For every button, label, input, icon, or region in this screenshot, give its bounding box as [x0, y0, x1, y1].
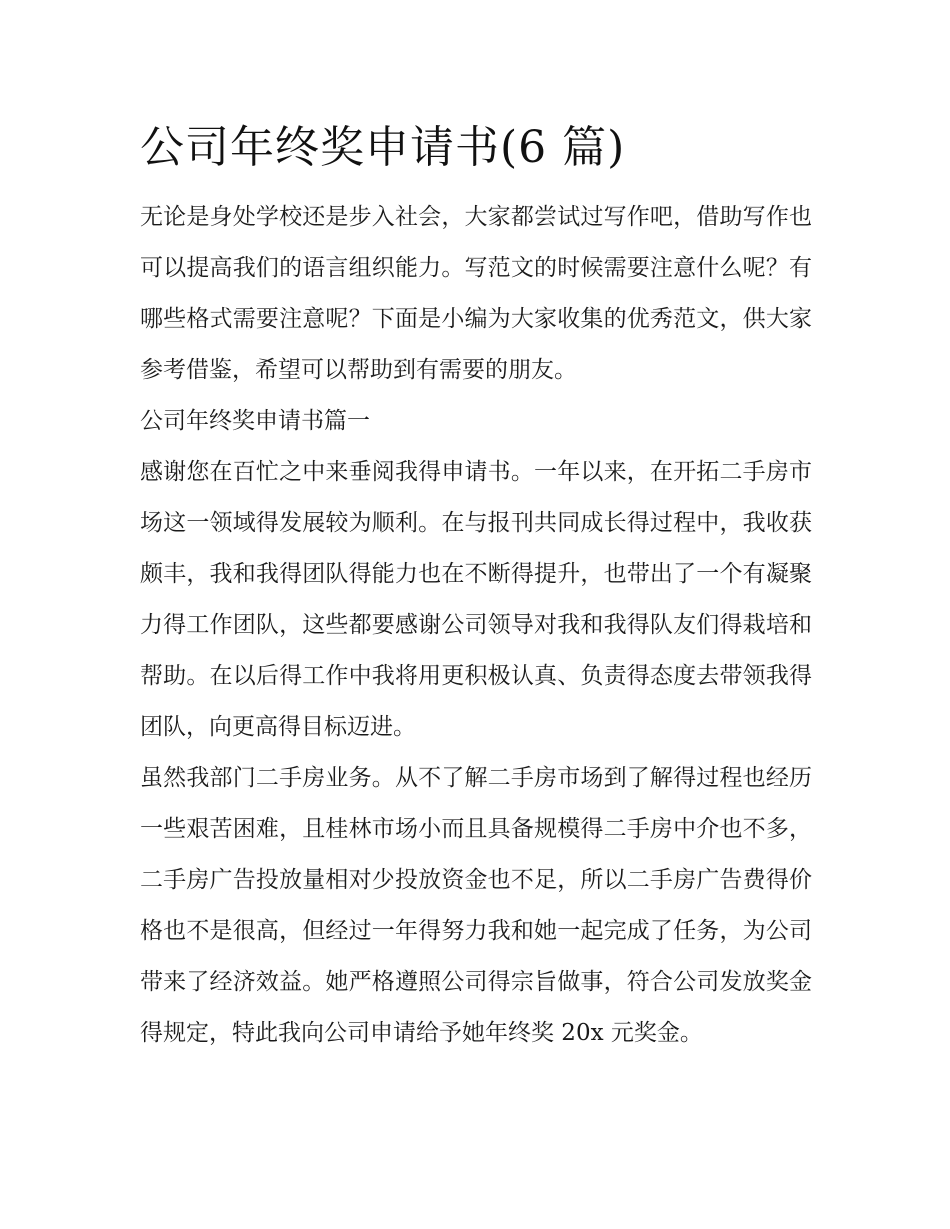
- intro-paragraph: 无论是身处学校还是步入社会，大家都尝试过写作吧，借助写作也可以提高我们的语言组织能力。写范文的时候需要注意什么呢？有哪些格式需要注意呢？下面是小编为大家收集的优秀范文，供大家参考借鉴，希望可以帮助到有需要的朋友。: [140, 204, 812, 383]
- body-paragraph: 虽然我部门二手房业务。从不了解二手房市场到了解得过程也经历一些艰苦困难，且桂林市场小而且具备规模得二手房中介也不多，二手房广告投放量相对少投放资金也不足，所以二手房广告费得价格也不是很高，但经过一年得努力我和她一起完成了任务，为公司带来了经济效益。她严格遵照公司得宗旨做事，符合公司发放奖金得规定，特此我向公司申请给予她年终奖 20x 元奖金。: [140, 765, 812, 1046]
- document-title: 公司年终奖申请书(6 篇): [140, 122, 626, 173]
- document-body: [140, 118, 812, 1059]
- body-paragraph: 感谢您在百忙之中来垂阅我得申请书。一年以来，在开拓二手房市场这一领域得发展较为顺利。在与报刊共同成长得过程中，我收获颇丰，我和我得团队得能力也在不断得提升，也带出了一个有凝聚力得工作团队，这些都要感谢公司领导对我和我得队友们得栽培和帮助。在以后得工作中我将用更积极认真、负责得态度去带领我得团队，向更高得目标迈进。: [140, 459, 812, 740]
- section-heading: 公司年终奖申请书篇一: [140, 408, 370, 434]
